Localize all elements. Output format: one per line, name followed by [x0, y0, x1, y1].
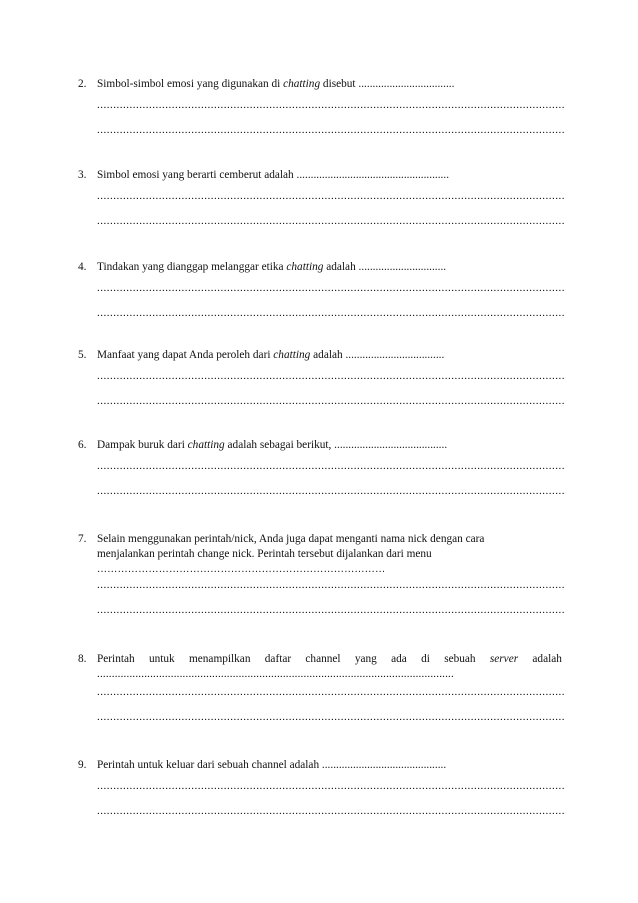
question-text: Tindakan yang dianggap melanggar etika chatting adalah ............................... — [97, 261, 447, 273]
answer-line[interactable]: ................................................................................................................................................ — [97, 215, 565, 227]
question-9 — [78, 758, 565, 819]
answer-line[interactable]: ................................................................................................................................................ — [97, 686, 565, 698]
answer-line[interactable]: ................................................................................................................................................ — [97, 190, 565, 202]
answer-line[interactable]: ................................................................................................................................................ — [97, 370, 565, 382]
answer-line[interactable]: ................................................................................................................................................ — [97, 395, 565, 407]
answer-line[interactable]: ................................................................................................................................................ — [97, 604, 565, 616]
answer-line[interactable]: ................................................................................................................................................ — [97, 124, 565, 136]
question-text: Simbol-simbol emosi yang digunakan di chatting disebut .................................. — [97, 78, 455, 90]
answer-line[interactable]: ................................................................................................................................................ — [97, 805, 565, 817]
answer-line[interactable]: ................................................................................................................................................ — [97, 780, 565, 792]
question-text: Perintah untuk keluar dari sebuah channel adalah ............................................ — [97, 759, 447, 771]
justified-line: Perintah untuk menampilkan daftar channel yang ada di sebuah server adalah — [97, 653, 562, 665]
question-6 — [78, 438, 565, 499]
answer-line[interactable]: ................................................................................................................................................ — [97, 460, 565, 472]
answer-line[interactable]: ................................................................................................................................................ — [97, 485, 565, 497]
answer-line[interactable]: ................................................................................................................................................ — [97, 711, 565, 723]
question-3 — [78, 168, 565, 229]
question-number: 2. — [78, 78, 87, 90]
question-number: 5. — [78, 349, 87, 361]
question-text: Selain menggunakan perintah/nick, Anda juga dapat menganti nama nick dengan cara menjalankan perintah change nick. Perintah tersebut dijalankan dari menu ………………………………………………………………………… — [97, 533, 485, 575]
question-4 — [78, 260, 565, 321]
question-number: 6. — [78, 439, 87, 451]
question-number: 9. — [78, 759, 87, 771]
question-text: Manfaat yang dapat Anda peroleh dari chatting adalah ................................... — [97, 349, 445, 361]
question-text: Simbol emosi yang berarti cemberut adalah ...................................................... — [97, 169, 450, 181]
question-text: Dampak buruk dari chatting adalah sebagai berikut, ........................................ — [97, 439, 448, 451]
answer-line[interactable]: ................................................................................................................................................ — [97, 307, 565, 319]
question-7 — [78, 532, 565, 618]
answer-line[interactable]: ................................................................................................................................................ — [97, 579, 565, 591]
question-number: 7. — [78, 533, 87, 545]
question-number: 4. — [78, 261, 87, 273]
question-2 — [78, 77, 565, 138]
question-number: 3. — [78, 169, 87, 181]
answer-line[interactable]: ................................................................................................................................................ — [97, 282, 565, 294]
question-text: Perintah untuk menampilkan daftar channel yang ada di sebuah server adalah ......................................................................................................................... — [97, 653, 562, 680]
answer-line[interactable]: ................................................................................................................................................ — [97, 99, 565, 111]
question-number: 8. — [78, 653, 87, 665]
question-8 — [78, 652, 565, 725]
question-5 — [78, 348, 565, 409]
